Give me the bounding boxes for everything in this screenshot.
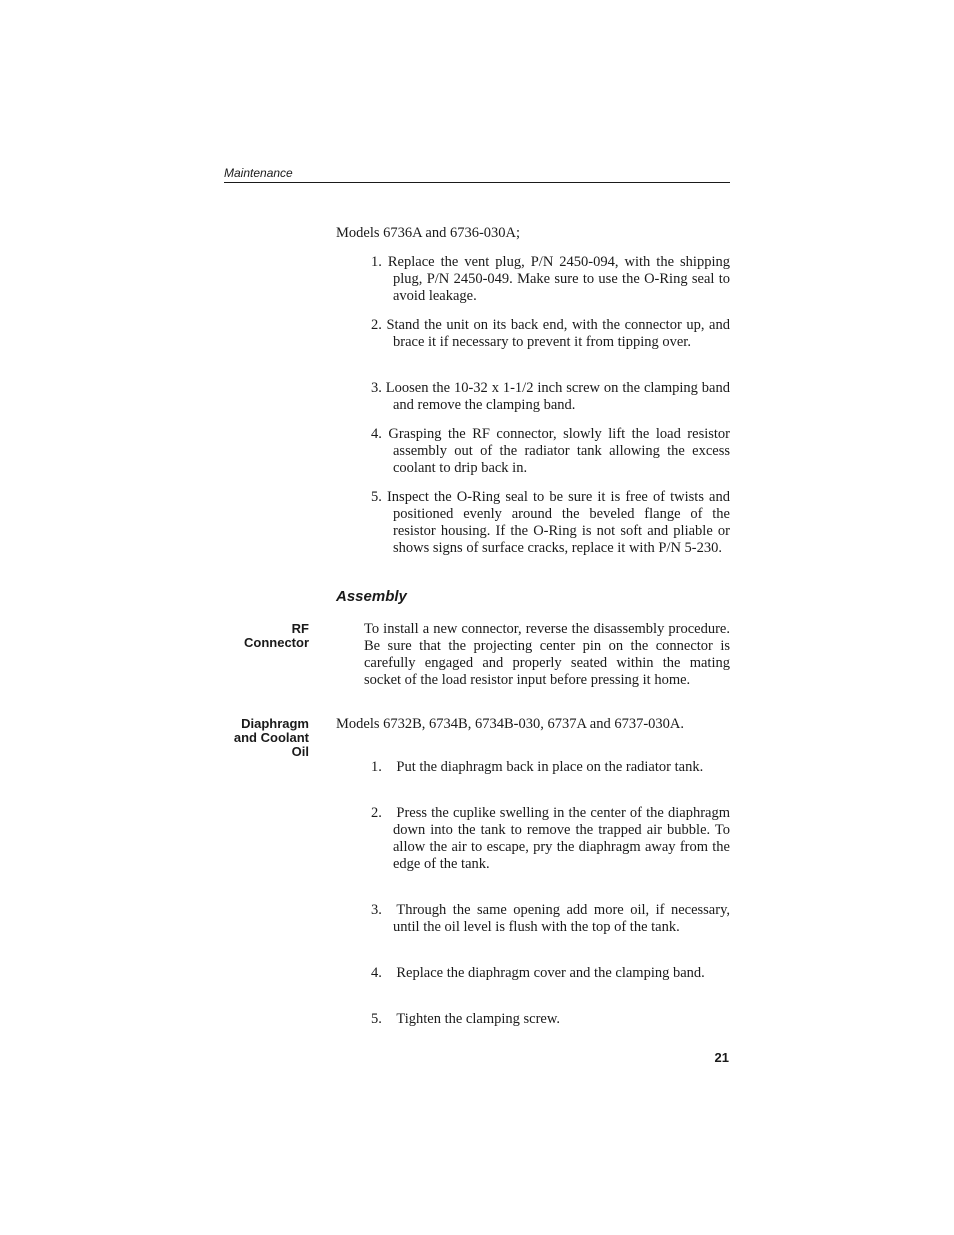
disassembly-step-2: 2. Stand the unit on its back end, with the connector up, and brace it if necessary to prevent it from tipping over. [371,317,730,350]
assembly-step-2: 2. Press the cuplike swelling in the center of the diaphragm down into the tank to remove the trapped air bubble. To allow the air to escape, pry the diaphragm away from the edge of the tank. [371,805,730,872]
disassembly-step-5: 5. Inspect the O-Ring seal to be sure it is free of twists and positioned evenly around the beveled flange of the resistor housing. If the O-Ring is not soft and pliable or shows signs of surface cracks, replace it with P/N 5-230. [371,489,730,556]
rf-connector-label [244,622,309,650]
diaphragm-label-line: and Coolant [233,730,309,745]
rf-connector-label-line: Connector [244,635,309,650]
header-rule [224,182,730,183]
disassembly-step-4: 4. Grasping the RF connector, slowly lift the load resistor assembly out of the radiator tank allowing the excess coolant to drip back in. [371,426,730,476]
assembly-step-5: 5. Tighten the clamping screw. [371,1011,561,1027]
diaphragm-intro: Models 6732B, 6734B, 6734B-030, 6737A and 6737-030A. [336,716,684,732]
rf-connector-label-line: RF [291,621,309,636]
page-number: 21 [714,1050,729,1065]
disassembly-intro: Models 6736A and 6736-030A; [336,225,521,241]
disassembly-step-1: 1. Replace the vent plug, P/N 2450-094, with the shipping plug, P/N 2450-049. Make sure to use the O-Ring seal to avoid leakage. [371,254,730,304]
disassembly-step-3: 3. Loosen the 10-32 x 1-1/2 inch screw on the clamping band and remove the clamping band. [371,380,730,413]
assembly-step-1: 1. Put the diaphragm back in place on the radiator tank. [371,759,704,775]
assembly-heading: Assembly [336,588,407,605]
assembly-step-3: 3. Through the same opening add more oil, if necessary, until the oil level is flush with the top of the tank. [371,902,730,935]
assembly-step-4: 4. Replace the diaphragm cover and the clamping band. [371,965,705,981]
diaphragm-label-line: Oil [291,744,309,759]
rf-connector-text: To install a new connector, reverse the disassembly procedure. Be sure that the projecting center pin on the connector is carefully engaged and properly seated within the mating socket of the load resistor input before pressing it home. [364,621,730,688]
diaphragm-label [234,717,309,759]
diaphragm-label-line: Diaphragm [241,716,309,731]
running-head: Maintenance [224,166,293,180]
